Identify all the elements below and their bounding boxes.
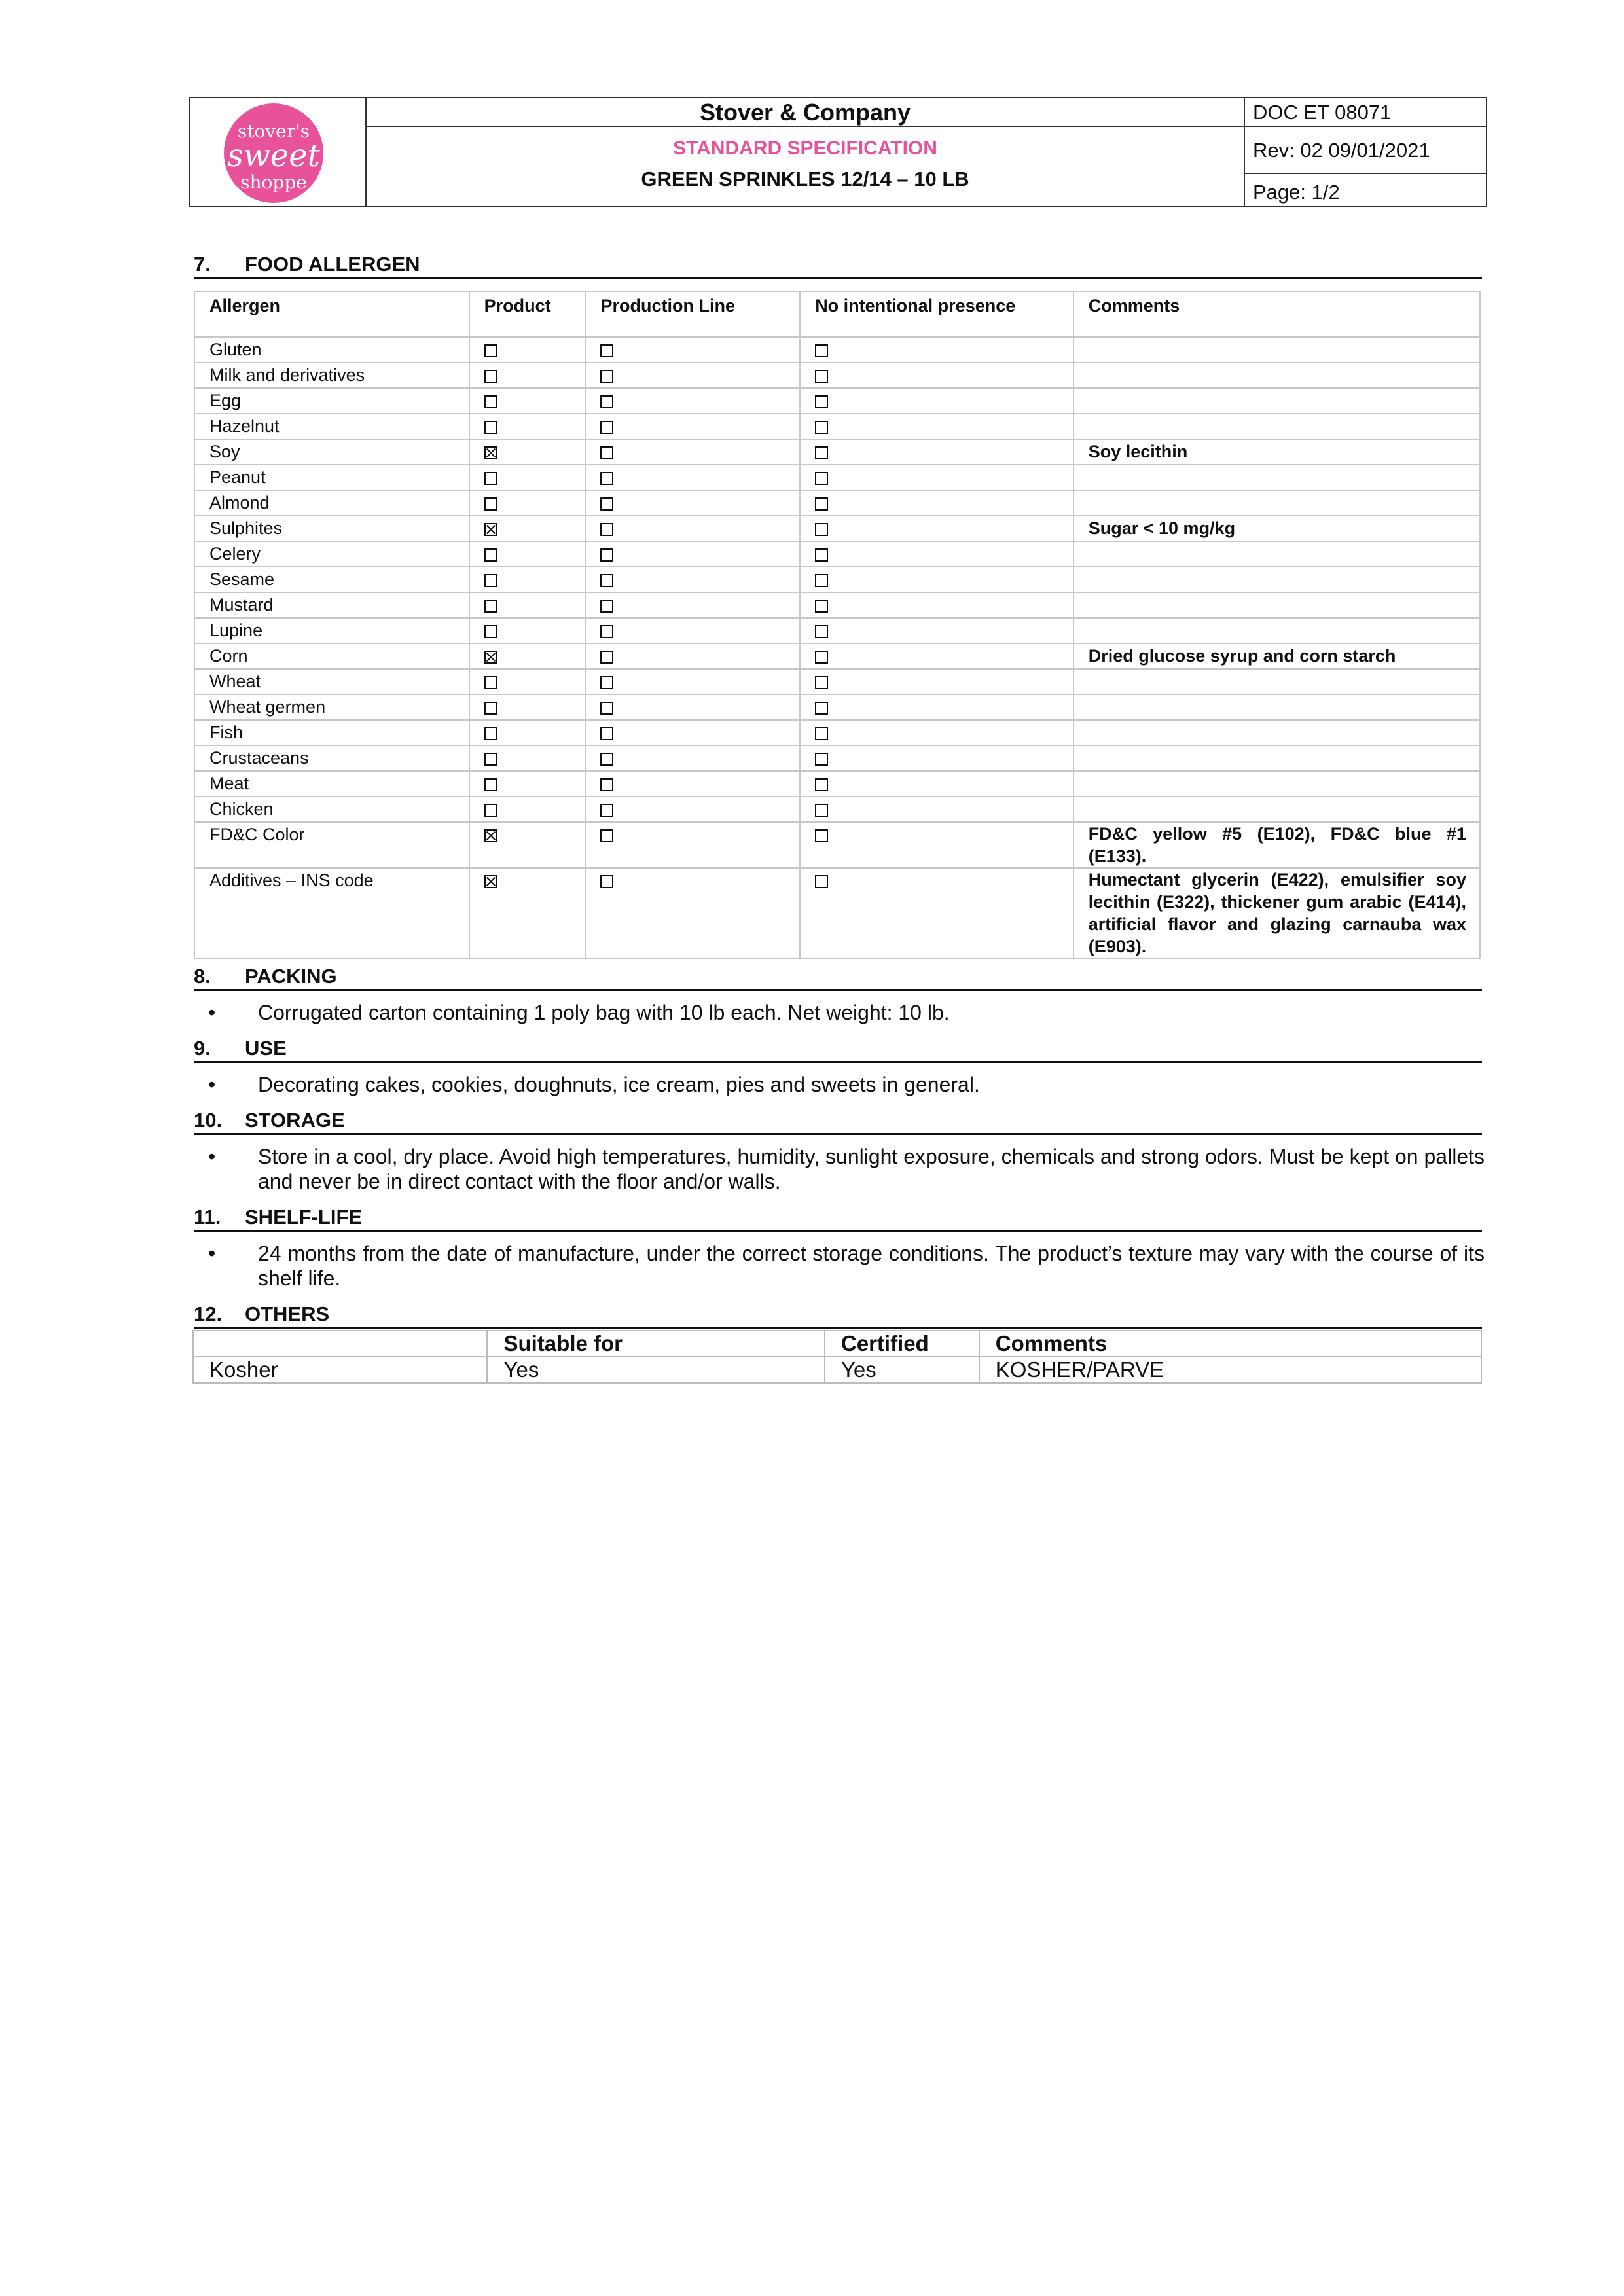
others-cell-type: Kosher (193, 1357, 487, 1383)
section-number: 12. (194, 1302, 223, 1325)
allergen-product-cell (469, 745, 586, 771)
allergen-none-cell (800, 618, 1074, 643)
allergen-line-cell (585, 720, 800, 745)
allergen-line-cell (585, 541, 800, 567)
allergen-line-cell (585, 363, 800, 388)
section-title: FOOD ALLERGEN (245, 253, 420, 276)
allergen-name: FD&C Color (194, 822, 469, 868)
logo-line-3: shoppe (240, 171, 307, 193)
unchecked-box-icon (600, 446, 613, 459)
unchecked-box-icon (484, 625, 497, 638)
unchecked-box-icon (815, 395, 828, 408)
others-header-suitable: Suitable for (487, 1331, 824, 1357)
bullet-dot: • (208, 1073, 216, 1096)
allergen-product-cell (469, 388, 586, 414)
unchecked-box-icon (815, 778, 828, 791)
unchecked-box-icon (600, 395, 613, 408)
allergen-product-cell (469, 797, 586, 822)
unchecked-box-icon (815, 727, 828, 740)
product-name: GREEN SPRINKLES 12/14 – 10 LB (641, 168, 969, 190)
section-title: OTHERS (245, 1302, 330, 1325)
allergen-line-cell (585, 694, 800, 720)
unchecked-box-icon (484, 548, 497, 562)
allergen-none-cell (800, 669, 1074, 694)
allergen-comment (1074, 388, 1480, 414)
allergen-name: Egg (194, 388, 469, 414)
bullet-dot: • (208, 1001, 216, 1024)
unchecked-box-icon (815, 344, 828, 357)
others-cell-suitable: Yes (487, 1357, 824, 1383)
doc-number: DOC ET 08071 (1245, 98, 1487, 127)
unchecked-box-icon (815, 370, 828, 383)
unchecked-box-icon (484, 497, 497, 511)
allergen-comment (1074, 797, 1480, 822)
allergen-name: Additives – INS code (194, 868, 469, 958)
checked-box-icon (484, 446, 497, 459)
allergen-none-cell (800, 797, 1074, 822)
storage-text: Store in a cool, dry place. Avoid high temperatures, humidity, sunlight exposure, chemicals and strong odors. Must be kept on pallets and never be in direct contact with the floor and/or walls. (258, 1145, 1485, 1193)
unchecked-box-icon (600, 778, 613, 791)
checked-box-icon (484, 829, 497, 842)
allergen-line-cell (585, 388, 800, 414)
col-header-production-line: Production Line (585, 291, 800, 337)
unchecked-box-icon (600, 523, 613, 536)
allergen-row (194, 592, 1480, 618)
others-cell-comment: KOSHER/PARVE (979, 1357, 1481, 1383)
allergen-line-cell (585, 490, 800, 516)
allergen-product-cell (469, 439, 586, 465)
unchecked-box-icon (815, 497, 828, 511)
unchecked-box-icon (600, 753, 613, 766)
unchecked-box-icon (815, 625, 828, 638)
allergen-comment: Dried glucose syrup and corn starch (1074, 643, 1480, 669)
company-logo (224, 103, 323, 203)
allergen-row (194, 439, 1480, 465)
allergen-product-cell (469, 592, 586, 618)
allergen-row (194, 868, 1480, 958)
allergen-comment (1074, 694, 1480, 720)
allergen-none-cell (800, 363, 1074, 388)
allergen-line-cell (585, 465, 800, 490)
allergen-name: Soy (194, 439, 469, 465)
unchecked-box-icon (600, 370, 613, 383)
allergen-comment (1074, 363, 1480, 388)
allergen-comment: FD&C yellow #5 (E102), FD&C blue #1 (E133). (1074, 822, 1480, 868)
unchecked-box-icon (600, 804, 613, 817)
unchecked-box-icon (600, 875, 613, 888)
doc-meta (1244, 98, 1486, 206)
allergen-none-cell (800, 771, 1074, 797)
allergen-comment (1074, 567, 1480, 592)
allergen-line-cell (585, 745, 800, 771)
unchecked-box-icon (815, 875, 828, 888)
allergen-row (194, 822, 1480, 868)
allergen-product-cell (469, 567, 586, 592)
allergen-line-cell (585, 516, 800, 541)
checked-box-icon (484, 651, 497, 664)
section-shelf-life (194, 1206, 1482, 1232)
allergen-name: Meat (194, 771, 469, 797)
allergen-line-cell (585, 618, 800, 643)
allergen-row (194, 567, 1480, 592)
allergen-table (194, 291, 1481, 959)
unchecked-box-icon (600, 625, 613, 638)
allergen-comment (1074, 465, 1480, 490)
unchecked-box-icon (815, 472, 828, 485)
page-number: Page: 1/2 (1253, 181, 1340, 204)
allergen-product-cell (469, 541, 586, 567)
allergen-row (194, 414, 1480, 439)
allergen-row (194, 388, 1480, 414)
allergen-none-cell (800, 337, 1074, 363)
allergen-line-cell (585, 868, 800, 958)
allergen-comment: Soy lecithin (1074, 439, 1480, 465)
allergen-row (194, 797, 1480, 822)
section-others (194, 1302, 1482, 1329)
allergen-product-cell (469, 771, 586, 797)
allergen-name: Milk and derivatives (194, 363, 469, 388)
allergen-line-cell (585, 414, 800, 439)
unchecked-box-icon (815, 574, 828, 587)
allergen-none-cell (800, 745, 1074, 771)
allergen-name: Corn (194, 643, 469, 669)
section-number: 8. (194, 965, 211, 988)
unchecked-box-icon (815, 829, 828, 842)
allergen-none-cell (800, 643, 1074, 669)
section-food-allergen (194, 253, 1482, 279)
use-text: Decorating cakes, cookies, doughnuts, ice cream, pies and sweets in general. (258, 1073, 980, 1096)
unchecked-box-icon (484, 778, 497, 791)
others-table (192, 1330, 1482, 1384)
unchecked-box-icon (815, 600, 828, 613)
allergen-row (194, 618, 1480, 643)
allergen-row (194, 337, 1480, 363)
allergen-product-cell (469, 868, 586, 958)
allergen-line-cell (585, 669, 800, 694)
allergen-product-cell (469, 822, 586, 868)
others-header-row (193, 1331, 1481, 1357)
logo-cell (190, 98, 367, 206)
allergen-row (194, 771, 1480, 797)
col-header-product: Product (469, 291, 586, 337)
allergen-comment (1074, 414, 1480, 439)
allergen-row (194, 669, 1480, 694)
unchecked-box-icon (484, 472, 497, 485)
allergen-comment (1074, 541, 1480, 567)
unchecked-box-icon (484, 421, 497, 434)
allergen-name: Almond (194, 490, 469, 516)
allergen-name: Mustard (194, 592, 469, 618)
allergen-none-cell (800, 541, 1074, 567)
allergen-row (194, 465, 1480, 490)
unchecked-box-icon (600, 421, 613, 434)
section-number: 10. (194, 1109, 223, 1132)
allergen-line-cell (585, 797, 800, 822)
allergen-comment (1074, 490, 1480, 516)
unchecked-box-icon (600, 344, 613, 357)
allergen-body (194, 337, 1480, 958)
allergen-line-cell (585, 771, 800, 797)
allergen-product-cell (469, 465, 586, 490)
others-header-certified: Certified (825, 1331, 979, 1357)
company-name: Stover & Company (367, 98, 1244, 127)
unchecked-box-icon (484, 600, 497, 613)
unchecked-box-icon (815, 753, 828, 766)
unchecked-box-icon (484, 574, 497, 587)
document-header (189, 97, 1487, 207)
logo-line-1: stover's (237, 120, 310, 142)
allergen-comment (1074, 618, 1480, 643)
unchecked-box-icon (484, 727, 497, 740)
allergen-line-cell (585, 567, 800, 592)
unchecked-box-icon (484, 395, 497, 408)
spec-title: STANDARD SPECIFICATION (673, 137, 937, 159)
allergen-product-cell (469, 694, 586, 720)
allergen-comment: Sugar < 10 mg/kg (1074, 516, 1480, 541)
allergen-none-cell (800, 592, 1074, 618)
allergen-name: Wheat (194, 669, 469, 694)
allergen-name: Chicken (194, 797, 469, 822)
allergen-product-cell (469, 669, 586, 694)
allergen-line-cell (585, 337, 800, 363)
allergen-comment (1074, 592, 1480, 618)
unchecked-box-icon (484, 370, 497, 383)
allergen-name: Celery (194, 541, 469, 567)
allergen-row (194, 516, 1480, 541)
allergen-name: Peanut (194, 465, 469, 490)
allergen-none-cell (800, 414, 1074, 439)
allergen-name: Gluten (194, 337, 469, 363)
allergen-comment (1074, 745, 1480, 771)
checked-box-icon (484, 875, 497, 888)
unchecked-box-icon (600, 497, 613, 511)
allergen-row (194, 694, 1480, 720)
allergen-comment (1074, 669, 1480, 694)
section-title: SHELF-LIFE (245, 1206, 363, 1229)
unchecked-box-icon (815, 651, 828, 664)
unchecked-box-icon (815, 548, 828, 562)
allergen-product-cell (469, 414, 586, 439)
col-header-comments: Comments (1074, 291, 1480, 337)
unchecked-box-icon (600, 548, 613, 562)
allergen-row (194, 363, 1480, 388)
allergen-none-cell (800, 694, 1074, 720)
allergen-none-cell (800, 388, 1074, 414)
allergen-product-cell (469, 363, 586, 388)
allergen-none-cell (800, 567, 1074, 592)
section-number: 7. (194, 253, 211, 276)
allergen-row (194, 643, 1480, 669)
unchecked-box-icon (600, 651, 613, 664)
others-row-kosher (193, 1357, 1481, 1383)
section-storage (194, 1109, 1482, 1135)
section-packing (194, 965, 1482, 991)
allergen-comment (1074, 771, 1480, 797)
unchecked-box-icon (815, 421, 828, 434)
others-header-comments: Comments (979, 1331, 1481, 1357)
section-title: USE (245, 1037, 287, 1060)
allergen-name: Hazelnut (194, 414, 469, 439)
section-title: STORAGE (245, 1109, 345, 1132)
allergen-product-cell (469, 618, 586, 643)
unchecked-box-icon (815, 446, 828, 459)
allergen-row (194, 720, 1480, 745)
allergen-name: Lupine (194, 618, 469, 643)
unchecked-box-icon (600, 676, 613, 689)
allergen-row (194, 745, 1480, 771)
unchecked-box-icon (484, 702, 497, 715)
allergen-name: Crustaceans (194, 745, 469, 771)
unchecked-box-icon (484, 344, 497, 357)
allergen-line-cell (585, 643, 800, 669)
others-cell-certified: Yes (825, 1357, 979, 1383)
allergen-none-cell (800, 868, 1074, 958)
unchecked-box-icon (484, 804, 497, 817)
unchecked-box-icon (815, 804, 828, 817)
logo-line-2: sweet (227, 137, 320, 174)
allergen-row (194, 541, 1480, 567)
allergen-none-cell (800, 465, 1074, 490)
allergen-comment: Humectant glycerin (E422), emulsifier soy lecithin (E322), thickener gum arabic (E414), artificial flavor and glazing carnauba wax (E903). (1074, 868, 1480, 958)
allergen-none-cell (800, 490, 1074, 516)
unchecked-box-icon (484, 753, 497, 766)
others-header-empty (193, 1331, 487, 1357)
allergen-none-cell (800, 720, 1074, 745)
checked-box-icon (484, 523, 497, 536)
section-number: 9. (194, 1037, 211, 1060)
allergen-none-cell (800, 822, 1074, 868)
allergen-product-cell (469, 516, 586, 541)
section-title: PACKING (245, 965, 337, 988)
allergen-comment (1074, 720, 1480, 745)
shelf-life-text: 24 months from the date of manufacture, under the correct storage conditions. The product’s texture may vary with the course of its shelf life. (258, 1242, 1485, 1290)
unchecked-box-icon (600, 727, 613, 740)
packing-text: Corrugated carton containing 1 poly bag with 10 lb each. Net weight: 10 lb. (258, 1001, 950, 1024)
unchecked-box-icon (600, 600, 613, 613)
allergen-none-cell (800, 516, 1074, 541)
section-use (194, 1037, 1482, 1063)
bullet-dot: • (208, 1145, 216, 1168)
unchecked-box-icon (600, 472, 613, 485)
unchecked-box-icon (600, 702, 613, 715)
allergen-product-cell (469, 720, 586, 745)
unchecked-box-icon (484, 676, 497, 689)
unchecked-box-icon (600, 574, 613, 587)
bullet-dot: • (208, 1242, 216, 1265)
allergen-header-row (194, 291, 1480, 337)
allergen-name: Wheat germen (194, 694, 469, 720)
allergen-product-cell (469, 490, 586, 516)
allergen-line-cell (585, 439, 800, 465)
allergen-comment (1074, 337, 1480, 363)
col-header-no-intentional: No intentional presence (800, 291, 1074, 337)
allergen-line-cell (585, 592, 800, 618)
allergen-none-cell (800, 439, 1074, 465)
section-number: 11. (194, 1206, 221, 1229)
revision: Rev: 02 09/01/2021 (1245, 127, 1487, 174)
allergen-name: Sulphites (194, 516, 469, 541)
allergen-name: Fish (194, 720, 469, 745)
unchecked-box-icon (815, 702, 828, 715)
unchecked-box-icon (815, 676, 828, 689)
allergen-name: Sesame (194, 567, 469, 592)
allergen-product-cell (469, 643, 586, 669)
allergen-product-cell (469, 337, 586, 363)
allergen-line-cell (585, 822, 800, 868)
col-header-allergen: Allergen (194, 291, 469, 337)
unchecked-box-icon (815, 523, 828, 536)
allergen-row (194, 490, 1480, 516)
unchecked-box-icon (600, 829, 613, 842)
